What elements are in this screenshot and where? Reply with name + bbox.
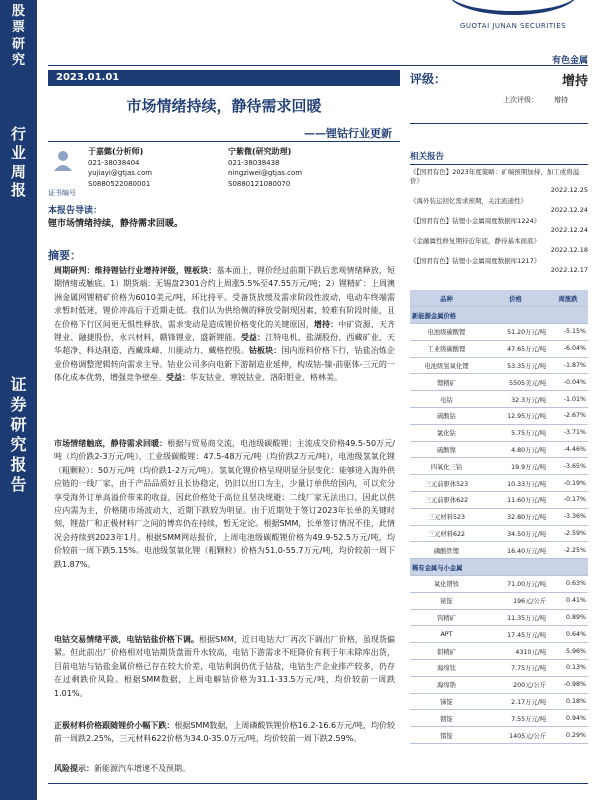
commodity-price: 196元/公斤 bbox=[483, 592, 548, 609]
para-lead: 钴板块： bbox=[248, 346, 282, 356]
commodity-name: 氧化镨钕 bbox=[410, 576, 483, 593]
table-row bbox=[410, 525, 588, 542]
related-item[interactable]: 《【国君有色】2023年度策略：矿端预期加持，加工或将溢价》 2022.12.25 bbox=[410, 168, 588, 194]
commodity-name: 电池级氢氧化锂 bbox=[410, 357, 483, 374]
person-icon bbox=[52, 149, 74, 171]
commodity-name: 磷酸铁锂 bbox=[410, 542, 483, 559]
guide-text: 锂市场情绪持续，静待需求回暖。 bbox=[48, 219, 184, 229]
analyst-cert: S0880121080070 bbox=[228, 179, 291, 188]
commodity-price: 11.60万元/吨 bbox=[483, 492, 548, 509]
commodity-change: 0.89% bbox=[548, 609, 588, 626]
sidebar-char: 研 bbox=[11, 36, 25, 52]
para-body: 基本面上，锂价经过前期下跌后悲观情绪释放，短期情绪或触底。1）期货端：无锡盘2301合约上周涨5.5%至47.55万元/吨；2）锂精矿：上周澳洲金属网锂精矿价格为6010美元/吨，环比持平。受备货放缓及需求阶段性波动，电动车终端需求暂时低迷，锂价冲高后于近期走低。我们认为供给侧的释放受制现因素，较难有阶段时能，且在价格下行区间更无惧性释放。需求变动是造成锂价格变化的关键原因， bbox=[54, 266, 395, 329]
para-body: 根据与贸易商交流，电池级碳酸锂：主流成交价格49.5-50万元/吨（均价跌2-3万元/吨），工业级碳酸锂：47.5-48万元/吨（均价跌2万元/吨），电池级氢氧化锂（粗颗粒）：50万元/吨（均价跌1-2万元/吨）。氢氧化锂价格呈现明显分层变化：能够进入海外供应链的一线厂家，由于产品品质好且长协稳定，仍旧以出口为主，少量订单供给国内，可以充分享受海外订单高溢价带来的收益，因此价格处于高位且坚决规避；二线厂家无法出口，因此以供应内需为主，价格随市场波动大，近期下跌较为明显。由于近期处于签订2023年长单的关键时刻，锂盐厂和正极材料厂之间的博弈仍在持续，暂无定论。根据SMM，长单签订情况不佳，此情况会持续到2023年1月。根据SMM网站报价，上周电池级碳酸锂价格为49.9-52.5万元/吨，均价较前一周下跌5.15%。电池级氢氧化锂（粗颗粒）价格为51.0-55.7万元/吨，均价较前一周下跌1.87%。 bbox=[54, 439, 395, 569]
table-section-row bbox=[410, 559, 588, 576]
commodity-change: -6.04% bbox=[548, 340, 588, 357]
commodity-name: 三元材料622 bbox=[410, 525, 483, 542]
para-lead: 电钴交易情绪平淡，电钴钴盐价格下调。 bbox=[54, 635, 199, 644]
commodity-change: -1.87% bbox=[548, 357, 588, 374]
table-row bbox=[410, 727, 588, 744]
commodity-name: 三元前驱体523 bbox=[410, 475, 483, 492]
commodity-change: 0.41% bbox=[548, 592, 588, 609]
commodity-name: 电池级碳酸锂 bbox=[410, 324, 483, 341]
table-row bbox=[410, 441, 588, 458]
commodity-change: -3.36% bbox=[548, 508, 588, 525]
sidebar-label-securities-report bbox=[0, 375, 37, 495]
commodity-price: 32.3万元/吨 bbox=[483, 391, 548, 408]
commodity-change: -2.67% bbox=[548, 408, 588, 425]
commodity-price: 7.55万元/吨 bbox=[483, 710, 548, 727]
commodity-change: -4.46% bbox=[548, 441, 588, 458]
related-item[interactable]: 《海外装运回忆需求预期，关注流通性》 2022.12.24 bbox=[410, 197, 588, 214]
para-body: 中矿资源、天齐锂业、融捷股份，永兴材料，赣锋锂业，盛新锂能。 bbox=[54, 319, 396, 343]
table-row bbox=[410, 626, 588, 643]
commodity-price: 4310元/吨 bbox=[483, 643, 548, 660]
table-row bbox=[410, 676, 588, 693]
table-row bbox=[410, 542, 588, 559]
para-body: 根据SMM数据，上周磷酸铁锂价格16.2-16.6万元/吨，均价较前一周跌2.25%，三元材料622价格为34.0-35.0万元/吨，均价较前一周下跌2.59%。 bbox=[54, 721, 396, 744]
table-row bbox=[410, 408, 588, 425]
commodity-name: 工业级碳酸锂 bbox=[410, 340, 483, 357]
commodity-price: 11.35万元/吨 bbox=[483, 609, 548, 626]
analyst-email[interactable]: ningziwei@gtjas.com bbox=[228, 169, 303, 177]
sidebar-char: 究 bbox=[10, 435, 27, 454]
table-row bbox=[410, 508, 588, 525]
commodity-change: 0.13% bbox=[548, 660, 588, 677]
commodity-price: 12.95万元/吨 bbox=[483, 408, 548, 425]
commodity-price: 53.35万元/吨 bbox=[483, 357, 548, 374]
sidebar-char: 究 bbox=[11, 52, 25, 68]
table-row bbox=[410, 576, 588, 593]
commodity-change: -1.01% bbox=[548, 391, 588, 408]
para-lead: 风险提示： bbox=[54, 764, 94, 773]
footer-divider bbox=[48, 783, 588, 784]
analyst-name: 宁紫微(研究助理) bbox=[228, 147, 292, 156]
commodity-name: 海绵钛 bbox=[410, 660, 483, 677]
commodity-price: 1405元/公斤 bbox=[483, 727, 548, 744]
table-row bbox=[410, 424, 588, 441]
table-row bbox=[410, 592, 588, 609]
price-table bbox=[410, 290, 588, 744]
guide-label: 本报告导读： bbox=[48, 206, 103, 216]
para-lead: 受益： bbox=[166, 373, 190, 383]
related-item[interactable]: 《金融属性修复期待近年底，静待基本面底》 2022.12.18 bbox=[410, 237, 588, 254]
commodity-change: -2.25% bbox=[548, 542, 588, 559]
commodity-price: 19.9万元/吨 bbox=[483, 458, 548, 475]
rating-value: 增持 bbox=[561, 74, 588, 89]
commodity-name: 锗锭 bbox=[410, 727, 483, 744]
table-row bbox=[410, 492, 588, 509]
paragraph-cobalt bbox=[54, 633, 395, 700]
commodity-name: 钼精矿 bbox=[410, 643, 483, 660]
table-row bbox=[410, 391, 588, 408]
table-row bbox=[410, 458, 588, 475]
analyst-name: 于嘉懿(分析师) bbox=[88, 147, 144, 156]
sidebar-char: 报 bbox=[10, 181, 26, 200]
para-lead: 市场情绪触底，静待需求回暖： bbox=[54, 439, 168, 448]
commodity-price: 5.75万元/吨 bbox=[483, 424, 548, 441]
commodity-name: 铋锭 bbox=[410, 592, 483, 609]
para-lead: 增持： bbox=[313, 319, 339, 329]
related-reports bbox=[410, 150, 588, 277]
commodity-name: 海绵锆 bbox=[410, 676, 483, 693]
table-section-row bbox=[410, 307, 588, 324]
commodity-change: 0.94% bbox=[548, 710, 588, 727]
table-row bbox=[410, 475, 588, 492]
para-lead: 正极材料价格跟随锂价小幅下跌： bbox=[54, 721, 175, 730]
commodity-change: -3.65% bbox=[548, 458, 588, 475]
cert-label: 证书编号 bbox=[48, 189, 76, 197]
analyst-phone: 021-38038404 bbox=[88, 158, 140, 167]
report-title: 市场情绪持续，静待需求回暖 bbox=[126, 97, 322, 115]
commodity-change: 0.18% bbox=[548, 693, 588, 710]
report-subtitle: ——锂钴行业更新 bbox=[304, 127, 392, 140]
para-body: 新能源汽车增速不及预期。 bbox=[94, 764, 190, 773]
commodity-name: 四氧化三钴 bbox=[410, 458, 483, 475]
commodity-name: 硫酸钴 bbox=[410, 408, 483, 425]
analyst-cert: S0880522080001 bbox=[88, 179, 151, 188]
commodity-change: -5.15% bbox=[548, 324, 588, 341]
table-row bbox=[410, 693, 588, 710]
commodity-price: 47.65万元/吨 bbox=[483, 340, 548, 357]
sidebar-char: 票 bbox=[11, 20, 25, 36]
table-row bbox=[410, 324, 588, 341]
table-header: 周涨跌 bbox=[548, 290, 588, 307]
commodity-name: 锑锭 bbox=[410, 693, 483, 710]
commodity-price: 51.20万元/吨 bbox=[483, 324, 548, 341]
para-body: 江特电机、盐湖股份、西藏矿业、天华超净、科达制造、西藏珠峰、川能动力、藏格控股。 bbox=[54, 333, 396, 356]
commodity-name: 氯化钴 bbox=[410, 424, 483, 441]
sidebar-char: 告 bbox=[10, 475, 27, 494]
sidebar-char: 行 bbox=[10, 125, 26, 143]
commodity-price: 10.33万元/吨 bbox=[483, 475, 548, 492]
table-section-title: 稀有金属与小金属 bbox=[410, 559, 588, 576]
commodity-change: 5.96% bbox=[548, 643, 588, 660]
sidebar-char: 报 bbox=[10, 455, 27, 474]
analyst-email[interactable]: yujiayi@gtjas.com bbox=[88, 169, 153, 177]
paragraph-market-sentiment bbox=[54, 437, 395, 571]
para-body: 国内原料价格下行，钴盐冶炼企业价格调整逻辑转向需求主导。钴业公司多向电新下游制造业延伸，构成钴-镍-前驱体-三元的一体化成本优势，增强竞争壁垒。 bbox=[54, 346, 396, 383]
analyst-2 bbox=[228, 147, 302, 189]
analyst-block bbox=[48, 147, 400, 199]
sidebar-char: 业 bbox=[10, 143, 26, 162]
commodity-price: 2.17万元/吨 bbox=[483, 693, 548, 710]
para-lead: 受益： bbox=[240, 333, 266, 343]
commodity-price: 32.80万元/吨 bbox=[483, 508, 548, 525]
table-row bbox=[410, 710, 588, 727]
left-sidebar bbox=[0, 0, 37, 800]
title-divider bbox=[48, 141, 400, 142]
commodity-name: 三元材料523 bbox=[410, 508, 483, 525]
commodity-change: -0.17% bbox=[548, 492, 588, 509]
sidebar-char: 研 bbox=[10, 415, 27, 434]
commodity-price: 16.40万元/吨 bbox=[483, 542, 548, 559]
table-section-title: 新能源金属价格 bbox=[410, 307, 588, 324]
table-header: 品种 bbox=[410, 290, 483, 307]
sidebar-label-stock-research bbox=[0, 0, 37, 100]
report-date: 2023.01.01 bbox=[48, 70, 400, 86]
commodity-change: 0.63% bbox=[548, 576, 588, 593]
commodity-change: 0.29% bbox=[548, 727, 588, 744]
commodity-price: 71.00万元/吨 bbox=[483, 576, 548, 593]
table-row bbox=[410, 609, 588, 626]
sidebar-char: 证 bbox=[10, 375, 27, 394]
sidebar-char: 股 bbox=[11, 4, 25, 19]
related-title: 相关报告 bbox=[410, 150, 588, 165]
analyst-phone: 021-38038438 bbox=[228, 158, 280, 167]
table-row bbox=[410, 643, 588, 660]
analyst-1 bbox=[88, 147, 152, 189]
sidebar-label-industry-weekly bbox=[0, 125, 37, 200]
rating-divider bbox=[410, 123, 588, 124]
rating-box bbox=[410, 66, 588, 124]
commodity-name: 钨精矿 bbox=[410, 609, 483, 626]
summary-title: 摘要： bbox=[48, 249, 81, 262]
table-row bbox=[410, 660, 588, 677]
paragraph-risk bbox=[54, 762, 395, 775]
commodity-name: 硫酸镍 bbox=[410, 441, 483, 458]
para-body: 根据SMM，近日电钴大厂再次下调出厂价格，虽现货偏紧。但此前出厂价格相对电钴期货盘面升水较高，电钴下游需求不旺降价有利于年末除库出货，目前电钴与钴盐金属价格已存在较大价差，电钴利润仍优于钴盐，电钴生产企业排产较多，仍存在过剩跌价风险。根据SMM数据，上周电解钴价格为31.1-33.5万元/吨，均价较前一周跌1.01%。 bbox=[54, 635, 395, 698]
commodity-change: -0.19% bbox=[548, 475, 588, 492]
table-row bbox=[410, 374, 588, 391]
prev-rating-value: 增持 bbox=[554, 96, 568, 104]
company-logo bbox=[420, 0, 600, 40]
commodity-name: 铟锭 bbox=[410, 710, 483, 727]
commodity-change: -3.71% bbox=[548, 424, 588, 441]
rating-label: 评级： bbox=[410, 72, 447, 86]
commodity-price: 17.45万元/吨 bbox=[483, 626, 548, 643]
sidebar-char: 券 bbox=[10, 395, 27, 414]
paragraph-cycle-judgment bbox=[54, 264, 395, 385]
prev-rating-label: 上次评级： bbox=[503, 96, 538, 104]
commodity-change: -0.98% bbox=[548, 676, 588, 693]
table-row bbox=[410, 340, 588, 357]
table-row bbox=[410, 357, 588, 374]
related-item[interactable]: 《【国君有色】钴锂小金属周度数据库1217》 2022.12.17 bbox=[410, 257, 588, 274]
commodity-price: 7.75万元/吨 bbox=[483, 660, 548, 677]
table-header: 价格 bbox=[483, 290, 548, 307]
commodity-price: 5505美元/吨 bbox=[483, 374, 548, 391]
commodity-name: 三元前驱体622 bbox=[410, 492, 483, 509]
commodity-price: 200元/公斤 bbox=[483, 676, 548, 693]
related-item[interactable]: 《【国君有色】钴锂小金属周度数据库1224》 2022.12.24 bbox=[410, 217, 588, 234]
commodity-change: -0.04% bbox=[548, 374, 588, 391]
commodity-price: 34.50万元/吨 bbox=[483, 525, 548, 542]
commodity-name: 电钴 bbox=[410, 391, 483, 408]
sidebar-char: 周 bbox=[10, 162, 26, 181]
commodity-change: -2.59% bbox=[548, 525, 588, 542]
logo-arc-icon bbox=[448, 0, 578, 15]
para-lead: 周期研判：维持锂钴行业增持评级，锂板块： bbox=[54, 266, 217, 275]
logo-english-name: GUOTAI JUNAN SECURITIES bbox=[460, 22, 567, 30]
para-body: 华友钴业、寒锐钴业、洛阳钼业、格林美。 bbox=[190, 373, 342, 383]
commodity-change: 0.64% bbox=[548, 626, 588, 643]
paragraph-cathode bbox=[54, 719, 395, 746]
commodity-name: 锂精矿 bbox=[410, 374, 483, 391]
industry-category: 有色金属 bbox=[551, 56, 588, 66]
commodity-name: APT bbox=[410, 626, 483, 643]
commodity-price: 4.80万元/吨 bbox=[483, 441, 548, 458]
